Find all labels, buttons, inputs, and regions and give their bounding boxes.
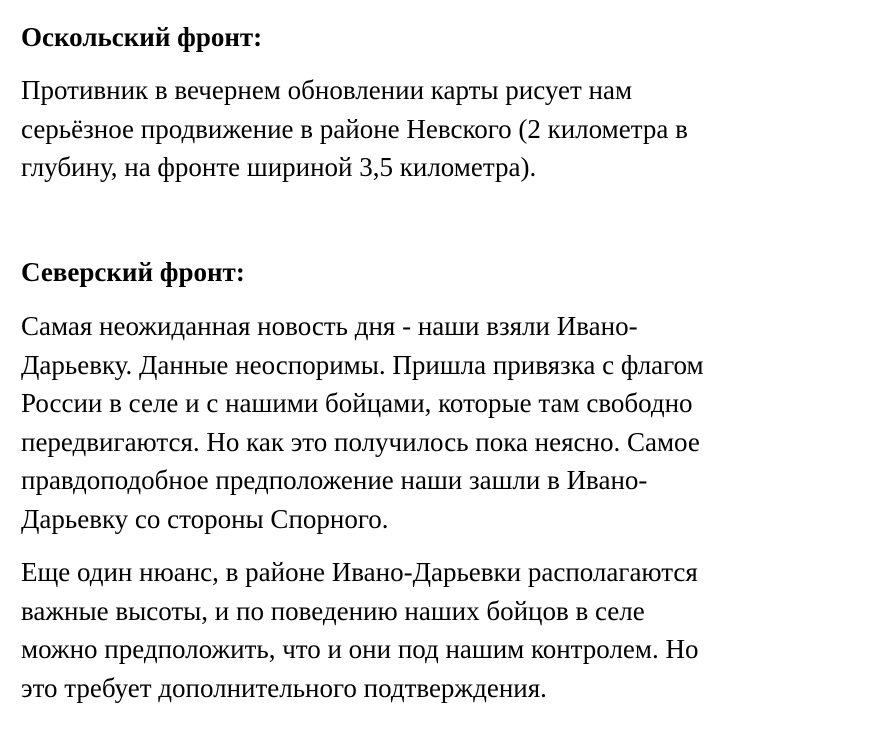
paragraph-seversk-front-1: Самая неожиданная новость дня - наши взяли Ивано- Дарьевку. Данные неоспоримы. Пришла привязка с флагом России в селе и с нашими бойцами, которые там свободно передвигаются. Но как это получилось пока неясно. Самое правдоподобное предположение наши зашли в Ивано- Дарьевку со стороны Спорного. [21,311,704,534]
paragraph-oskol-front: Противник в вечернем обновлении карты рисует нам серьёзное продвижение в районе Невского (2 километра в глубину, на фронте шириной 3,5 километра). [21,75,688,182]
section-heading-seversk-front: Северский фронт: [21,257,245,287]
section-heading-oskol-front: Оскольский фронт: [21,22,263,52]
paragraph-seversk-front-2: Еще один нюанс, в районе Ивано-Дарьевки располагаются важные высоты, и по поведению наших бойцов в селе можно предположить, что и они под нашим контролем. Но это требует дополнительного подтверждения. [21,557,699,703]
